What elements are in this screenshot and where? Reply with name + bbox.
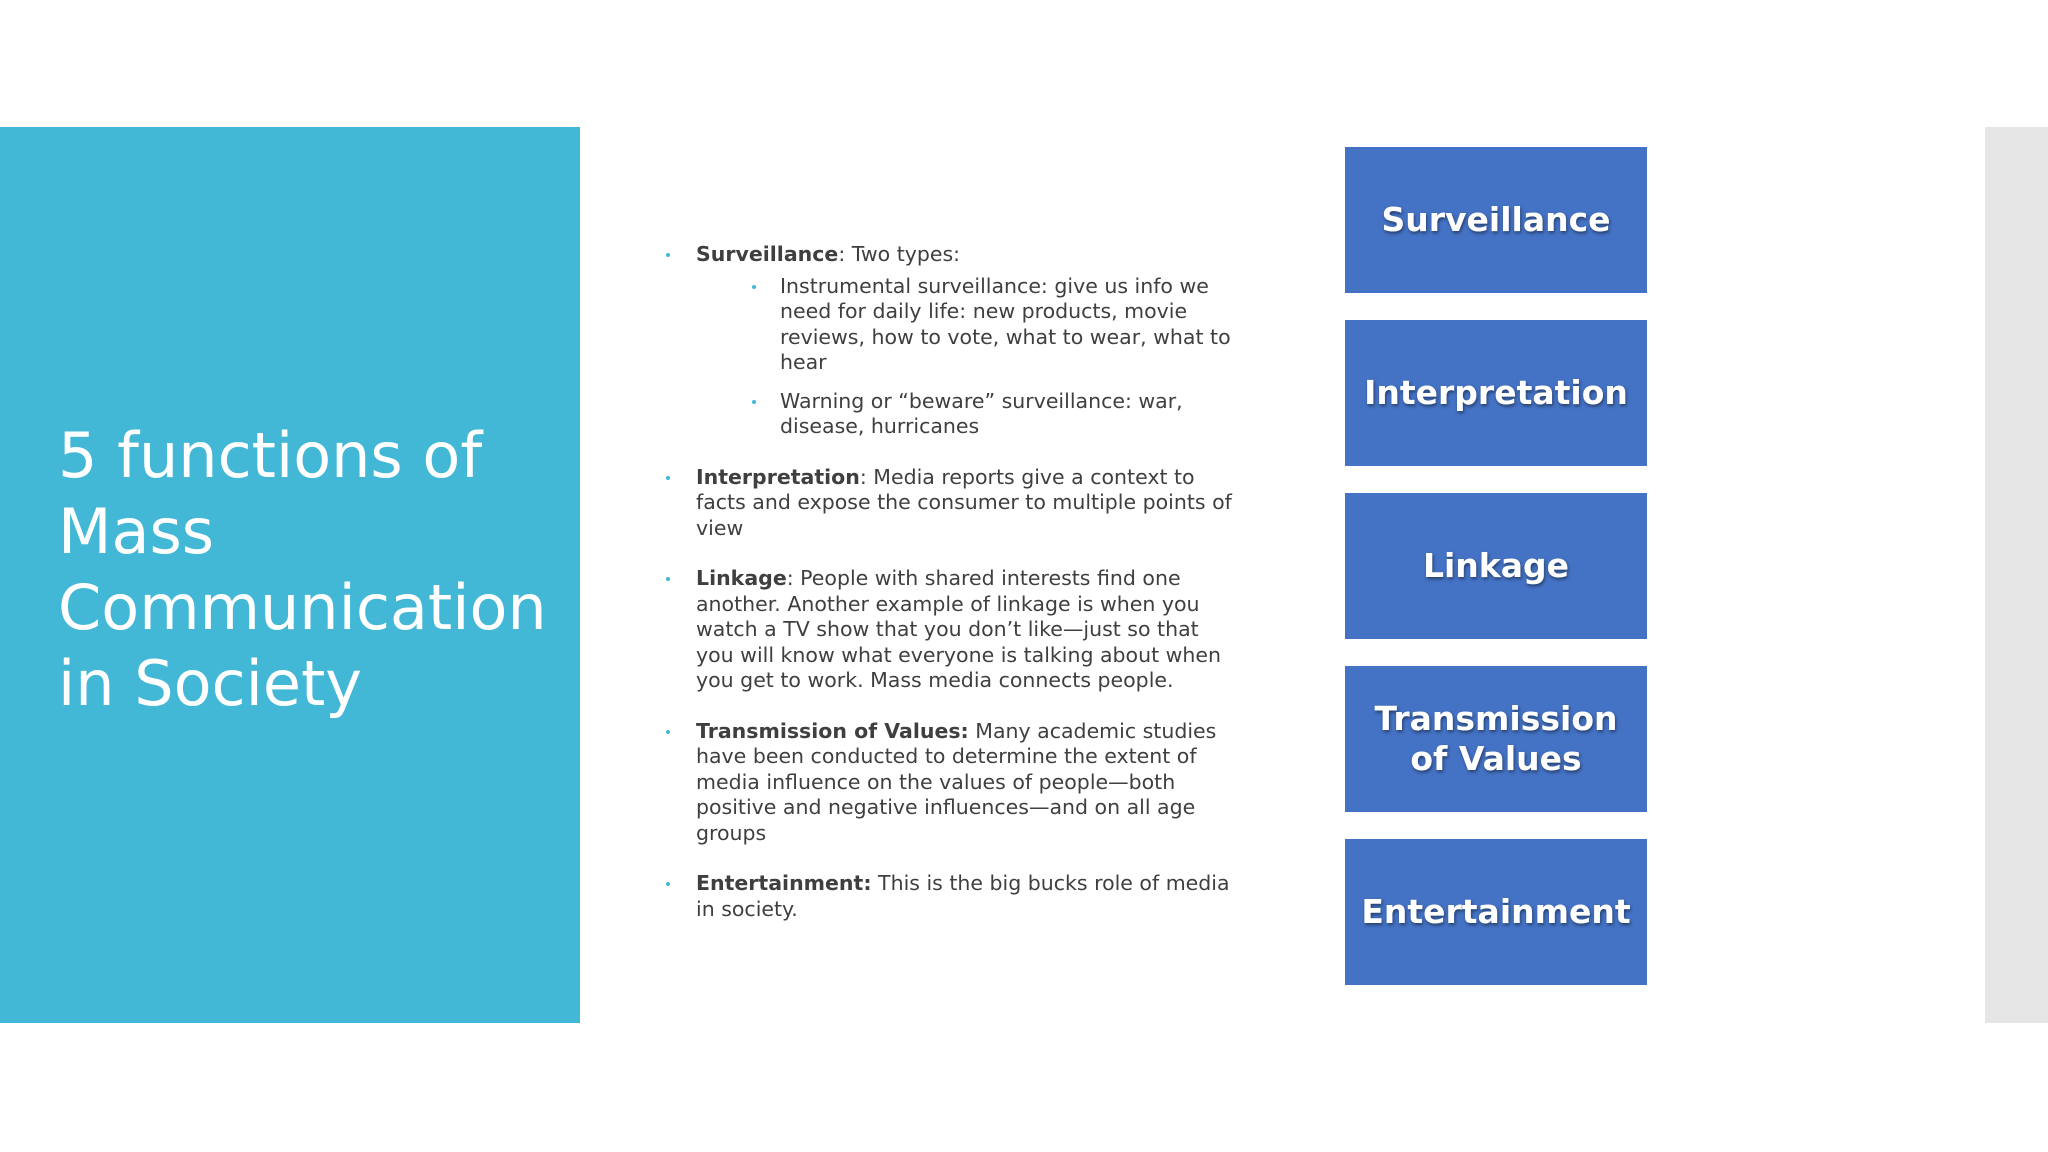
function-boxes [1345, 147, 1647, 1012]
bullet-surveillance [660, 242, 1240, 440]
box-surveillance: Surveillance [1345, 147, 1647, 293]
bullet-text: : Media reports give a context to facts and expose the consumer to multiple points of view [696, 464, 1232, 540]
bullet-term: Interpretation [696, 464, 860, 489]
bullet-text: : Two types: [838, 242, 961, 266]
bullet-text: This is the big bucks role of media in society. [696, 871, 1230, 921]
bullet-term: Entertainment: [696, 871, 872, 895]
box-linkage: Linkage [1345, 493, 1647, 639]
box-entertainment: Entertainment [1345, 839, 1647, 985]
bullet-linkage [660, 566, 1240, 694]
right-edge-strip [1985, 127, 2048, 1023]
bullet-content [660, 242, 1240, 947]
bullet-transmission-of-values [660, 719, 1240, 847]
bullet-text: Many academic studies have been conducted to determine the extent of media influence on the values of people—both positive and negative influences—and on all age groups [696, 718, 1217, 845]
bullet-interpretation [660, 465, 1240, 542]
bullet-term: Linkage [696, 566, 787, 590]
sub-bullet-warning: Warning or “beware” surveillance: war, disease, hurricanes [696, 389, 1240, 440]
sub-bullet-list [696, 274, 1240, 440]
box-transmission-of-values: Transmission of Values [1345, 666, 1647, 812]
slide-title: 5 functions of Mass Communication in Society [58, 419, 547, 720]
sub-bullet-instrumental: Instrumental surveillance: give us info we need for daily life: new products, movie reviews, how to vote, what to wear, what to hear [696, 274, 1240, 376]
bullet-text: : People with shared interests find one another. Another example of linkage is when you watch a TV show that you don’t like—just so that you will know what everyone is talking about when you get to work. Mass media connects people. [696, 566, 1222, 692]
bullet-term: Surveillance [696, 242, 839, 266]
box-interpretation: Interpretation [1345, 320, 1647, 466]
bullet-list [660, 242, 1240, 922]
bullet-term: Transmission of Values: [696, 718, 969, 743]
bullet-entertainment [660, 871, 1240, 922]
